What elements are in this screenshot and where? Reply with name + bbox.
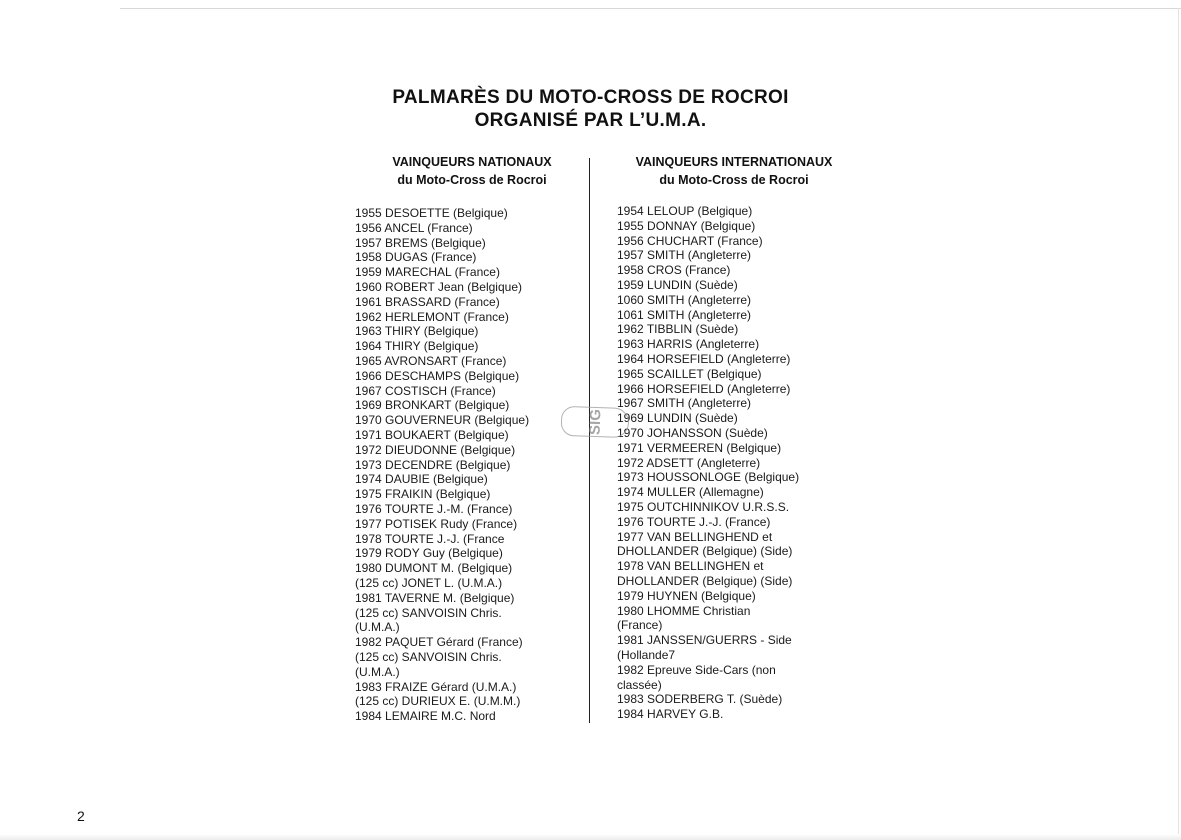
list-item: 1956 CHUCHART (France) — [617, 233, 763, 248]
national-heading: VAINQUEURS NATIONAUX — [392, 155, 552, 169]
list-item: 1982 Epreuve Side-Cars (non — [617, 662, 776, 677]
list-item: 1977 POTISEK Rudy (France) — [355, 516, 518, 531]
list-item: 1964 THIRY (Belgique) — [355, 339, 479, 354]
national-column-header — [322, 153, 622, 189]
page-number: 2 — [77, 808, 85, 824]
list-item: 1958 DUGAS (France) — [355, 250, 477, 265]
list-item: 1971 BOUKAERT (Belgique) — [355, 427, 509, 442]
list-item: 1969 BRONKART (Belgique) — [355, 398, 510, 413]
list-item: classée) — [617, 677, 662, 692]
list-item: (U.M.A.) — [355, 620, 400, 635]
list-item: 1955 DESOETTE (Belgique) — [355, 206, 508, 220]
list-item: (125 cc) SANVOISIN Chris. — [355, 649, 502, 664]
list-item: 1967 COSTISCH (France) — [355, 383, 496, 398]
international-subheading: du Moto-Cross de Rocroi — [659, 173, 809, 187]
list-item: 1061 SMITH (Angleterre) — [617, 307, 752, 322]
list-item: (125 cc) DURIEUX E. (U.M.M.) — [355, 694, 521, 709]
list-item: 1963 HARRIS (Angleterre) — [617, 337, 760, 352]
list-item: (Hollande7 — [617, 647, 676, 662]
column-divider — [589, 158, 590, 723]
list-item: 1973 HOUSSONLOGE (Belgique) — [617, 470, 800, 485]
list-item: 1966 DESCHAMPS (Belgique) — [355, 368, 520, 383]
list-item: 1984 LEMAIRE M.C. Nord — [355, 709, 496, 724]
list-item: 1972 ADSETT (Angleterre) — [617, 455, 761, 470]
international-winners-list — [617, 204, 799, 722]
list-item: 1979 RODY Guy (Belgique) — [355, 546, 503, 561]
list-item: 1955 DONNAY (Belgique) — [617, 218, 756, 233]
page-edge-right — [1178, 8, 1179, 840]
title-line-1: PALMARÈS DU MOTO-CROSS DE ROCROI — [392, 87, 789, 108]
list-item: 1060 SMITH (Angleterre) — [617, 292, 752, 307]
national-subheading: du Moto-Cross de Rocroi — [397, 173, 547, 187]
list-item: 1982 PAQUET Gérard (France) — [355, 635, 523, 650]
page-edge — [120, 8, 1181, 9]
list-item: 1975 FRAIKIN (Belgique) — [355, 487, 491, 502]
stamp-text: SIG — [586, 408, 604, 436]
list-item: 1956 ANCEL (France) — [355, 220, 473, 235]
list-item: 1958 CROS (France) — [617, 263, 731, 278]
list-item: 1973 DECENDRE (Belgique) — [355, 457, 511, 472]
list-item: 1954 LELOUP (Belgique) — [617, 204, 753, 218]
list-item: 1965 AVRONSART (France) — [355, 353, 507, 368]
page-title — [0, 86, 1181, 132]
national-winners-list — [355, 206, 529, 724]
list-item: 1965 SCAILLET (Belgique) — [617, 366, 762, 381]
list-item: 1975 OUTCHINNIKOV U.R.S.S. — [617, 499, 790, 514]
list-item: 1978 TOURTE J.-J. (France — [355, 531, 505, 546]
list-item: (France) — [617, 618, 663, 633]
list-item: 1976 TOURTE J.-J. (France) — [617, 514, 771, 529]
list-item: DHOLLANDER (Belgique) (Side) — [617, 544, 793, 559]
list-item: 1974 DAUBIE (Belgique) — [355, 472, 488, 487]
list-item: 1963 THIRY (Belgique) — [355, 324, 479, 339]
list-item: 1959 LUNDIN (Suède) — [617, 277, 738, 292]
list-item: (125 cc) JONET L. (U.M.A.) — [355, 575, 503, 590]
list-item: 1962 HERLEMONT (France) — [355, 309, 509, 324]
library-stamp — [560, 406, 629, 438]
list-item: 1957 BREMS (Belgique) — [355, 235, 486, 250]
list-item: 1983 FRAIZE Gérard (U.M.A.) — [355, 679, 517, 694]
list-item: 1983 SODERBERG T. (Suède) — [617, 692, 783, 707]
list-item: (U.M.A.) — [355, 664, 400, 679]
list-item: 1964 HORSEFIELD (Angleterre) — [617, 351, 791, 366]
list-item: 1984 HARVEY G.B. — [617, 707, 724, 722]
list-item: 1972 DIEUDONNE (Belgique) — [355, 442, 516, 457]
list-item: 1961 BRASSARD (France) — [355, 294, 500, 309]
list-item: 1967 SMITH (Angleterre) — [617, 396, 752, 411]
list-item: 1969 LUNDIN (Suède) — [617, 411, 738, 426]
list-item: 1971 VERMEEREN (Belgique) — [617, 440, 782, 455]
list-item: 1981 TAVERNE M. (Belgique) — [355, 590, 515, 605]
list-item: 1970 JOHANSSON (Suède) — [617, 425, 768, 440]
list-item: 1962 TIBBLIN (Suède) — [617, 322, 739, 337]
list-item: 1981 JANSSEN/GUERRS - Side — [617, 633, 792, 648]
list-item: 1974 MULLER (Allemagne) — [617, 485, 764, 500]
page-shadow — [0, 834, 1181, 840]
list-item: DHOLLANDER (Belgique) (Side) — [617, 573, 793, 588]
international-heading: VAINQUEURS INTERNATIONAUX — [635, 155, 833, 169]
list-item: 1980 LHOMME Christian — [617, 603, 751, 618]
international-column-header — [584, 153, 884, 189]
list-item: 1970 GOUVERNEUR (Belgique) — [355, 413, 530, 428]
list-item: 1977 VAN BELLINGHEND et — [617, 529, 773, 544]
list-item: 1959 MARECHAL (France) — [355, 265, 500, 280]
list-item: 1978 VAN BELLINGHEN et — [617, 559, 764, 574]
list-item: 1979 HUYNEN (Belgique) — [617, 588, 756, 603]
list-item: 1957 SMITH (Angleterre) — [617, 248, 752, 263]
list-item: 1980 DUMONT M. (Belgique) — [355, 561, 513, 576]
title-line-2: ORGANISÉ PAR L’U.M.A. — [474, 110, 707, 131]
list-item: (125 cc) SANVOISIN Chris. — [355, 605, 502, 620]
list-item: 1976 TOURTE J.-M. (France) — [355, 501, 513, 516]
list-item: 1966 HORSEFIELD (Angleterre) — [617, 381, 791, 396]
list-item: 1960 ROBERT Jean (Belgique) — [355, 279, 522, 294]
